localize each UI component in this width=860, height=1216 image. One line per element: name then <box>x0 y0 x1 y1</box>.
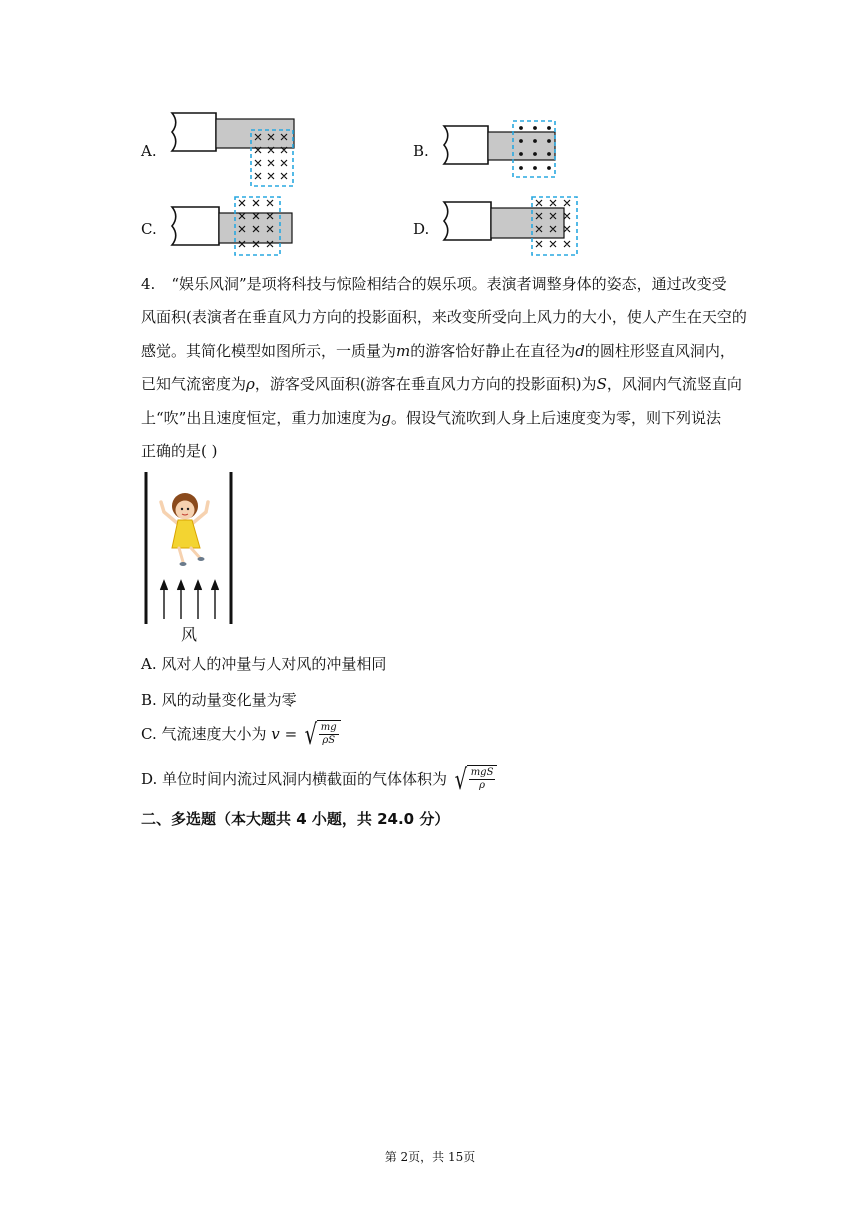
wind-label: 风 <box>181 625 198 644</box>
choice-a[interactable]: A. 风对人的冲量与人对风的冲量相同 <box>141 655 387 673</box>
option-c-label: C. <box>141 220 157 238</box>
option-a-label: A. <box>141 142 157 160</box>
wind-tunnel-figure <box>140 468 240 628</box>
option-d-figure <box>440 194 580 260</box>
var-s: S <box>596 375 607 394</box>
var-m: m <box>396 341 411 360</box>
section-title: 二、多选题（本大题共 4 小题，共 24.0 分） <box>141 810 450 828</box>
option-d-label: D. <box>413 220 430 238</box>
option-a-figure <box>168 110 298 190</box>
var-rho: ρ <box>246 375 255 394</box>
var-g: g <box>381 408 391 427</box>
choice-d[interactable]: D. 单位时间内流过风洞内横截面的气体体积为 √ $\frac{\text{mgS}}{\rho}$ <box>141 765 497 795</box>
option-c-figure <box>168 194 298 260</box>
question-number: 4. <box>141 275 156 293</box>
choice-c[interactable]: C. 气流速度大小为 v = √ $\frac{mg}{\rho S}$ <box>141 720 341 750</box>
radical-sign: √ <box>304 718 318 751</box>
question-4-text: 4. “娱乐风洞”是项将科技与惊险相结合的娱乐项。表演者调整身体的姿态，通过改变受 风面积(表演者在垂直风力方向的投影面积，来改变所受向上风力的大小，使人产生在天空的 感觉。其简化模型如图所示，一质量为m的游客恰好静止在直径为d的圆柱形竖直风洞内， 已知气流密度为ρ，游客受风面积(游客在垂直风力方向的投影面积)为S，风洞内气流竖直向 上“吹”出且速度恒定，重力加速度为g。假设气流吹到人身上后速度变为零，则下列说法 正确的是( ) <box>141 275 747 461</box>
wind-arrows <box>161 581 219 619</box>
fraction-c: $\frac{mg}{\rho S}$ <box>320 722 337 746</box>
fraction-d: $\frac{\text{mgS}}{\rho}$ <box>470 767 494 791</box>
page-footer: 第 2页，共 15页 <box>384 1150 476 1164</box>
person-illustration <box>161 493 208 566</box>
option-b-label: B. <box>413 142 429 160</box>
choice-b[interactable]: B. 风的动量变化量为零 <box>141 691 297 709</box>
var-v: v <box>271 725 280 743</box>
option-b-figure <box>440 118 570 180</box>
sqrt-expression-c <box>302 720 341 750</box>
sqrt-expression-d <box>452 765 498 795</box>
radical-sign: √ <box>454 763 468 796</box>
var-d: d <box>575 341 585 360</box>
